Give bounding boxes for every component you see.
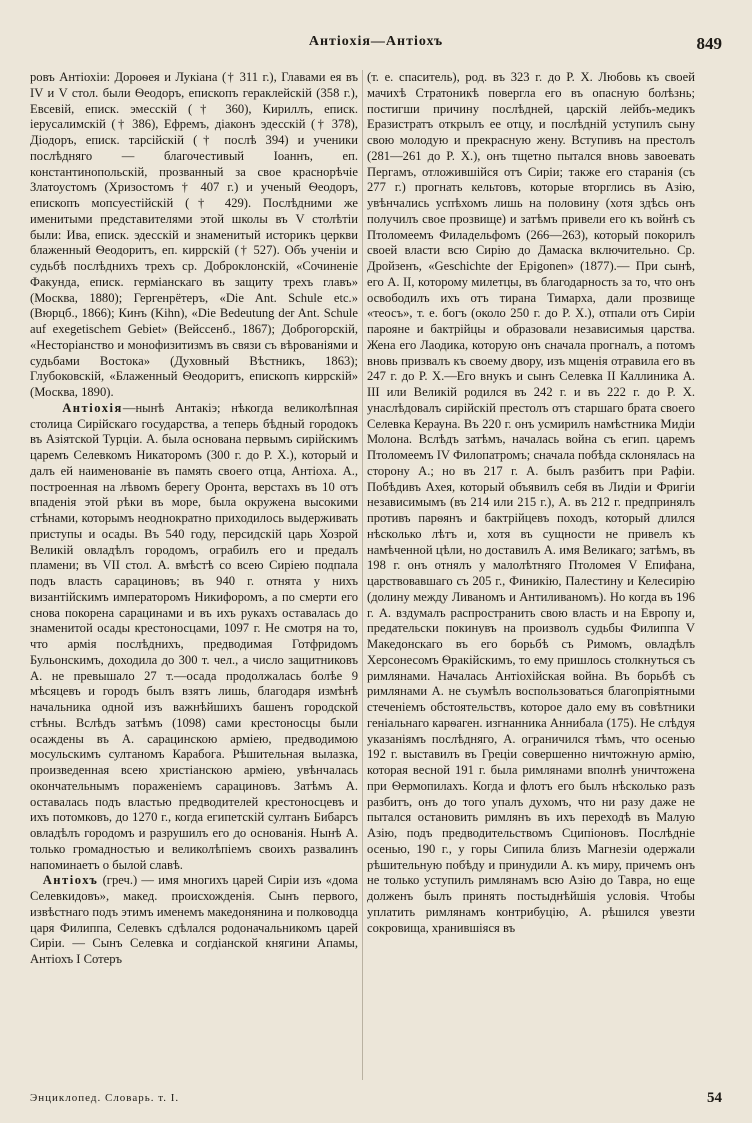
page-number: 849: [696, 34, 722, 53]
left-column: [30, 70, 358, 1075]
page-footer: [30, 1090, 722, 1110]
entry-continuation-text: ровъ Антіохіи: Дороѳея и Лукіана († 311 г.), Главами ея въ IV и V стол. были Ѳеодоръ, епископъ гераклейскій (358 г.), Евсевій, еписк. эмесскій († 360), Кириллъ, еписк. іерусалимскій († 386), Ефремъ, діаконъ эдесскій († 378), Діодоръ, еписк. тарсійскій († послѣ 394) и ученики послѣдняго — благочестивый Іоаннъ, еп. константинопольскій, прозванный за свое краснорѣчіе Златоустомъ (Хризостомъ † 407 г.) и ученый Ѳеодоръ, епископъ мопсуестійскій († 429). Послѣдними же именитыми представителями этой школы въ V столѣтіи были: Ива, еписк. эдесскій и знаменитый историкъ церкви блаженный Ѳеодоритъ, еп. киррскій († 527). Объ ученіи и судьбѣ послѣднихъ трехъ ср. Доброклонскій, «Сочиненіе Факунда, еписк. герміанскаго въ защиту трехъ главъ» (Москва, 1880); Гергенрётеръ, «Die Ant. Schule etc.» (Вюрцб., 1866); Кинъ (Kihn), «Die Bedeutung der Ant. Schule auf exegetischem Gebiet» (Вейссенб., 1867); Доброгорскій, «Несторіанство и монофизитизмъ въ связи съ вѣрованіями и судьбами Востока» (Духовный Вѣстникъ, 1863); Глубоковскій, «Блаженный Ѳеодоритъ, епископъ киррскій» (Москва, 1890).: [30, 70, 358, 399]
entry-antiochia: [30, 401, 358, 874]
entry-headword: Антіохія: [62, 400, 123, 415]
running-head: Антіохія—Антіохъ: [308, 34, 444, 49]
entry-body: (греч.) — имя многихъ царей Сиріи изъ «дома Селевкидовъ», макед. происхожденія. Сынъ первого, извѣстнаго подъ этимъ именемъ македонянина и полководца царя Филиппа, Селевкъ сдѣлался родоначальникомъ царей Сиріи. — Сынъ Селевка и согдіанской княгини Апамы, Антіохъ I Сотеръ: [30, 873, 358, 966]
page-header: [30, 34, 722, 58]
imprint-line: Энциклопед. Словарь. т. I.: [30, 1092, 180, 1104]
right-column: [367, 70, 695, 1075]
column-divider: [362, 70, 363, 1080]
entry-body: —нынѣ Антакіэ; нѣкогда великолѣпная столица Сирійскаго государства, а теперь бѣдный городокъ въ Азіятской Турціи. А. была основана первымъ сирійскимъ царемъ Селевкомъ Никаторомъ (300 г. до Р. Х.), который и далъ ей наименованіе въ память своего отца, Антіоха. А., построенная на лѣвомъ берегу Оронта, верстахъ въ 10 отъ впаденія этой рѣки въ море, была окружена высокими стѣнами, которымъ неоднократно приходилось выдерживать приступы и осады. Въ 540 году, персидскій царь Хозрой Великій овладѣлъ городомъ, ограбилъ его и предалъ пламени; въ VII стол. А. вмѣстѣ со всею Сиріею подпала подъ власть сарациновъ; въ 940 г. отнята у нихъ византійскимъ императоромъ Никифоромъ, а по смерти его снова покорена сарацинами и въ ихъ рукахъ оставалась до знаменитой осады крестоносцами, 1097 г. Не смотря на то, что армія послѣднихъ, предводимая Готфридомъ Бульонскимъ, доходила до 300 т. чел., а число защитниковъ А. не превышало 27 т.—осада продолжалась болѣе 9 мѣсяцевъ и городъ былъ взятъ лишь, благодаря измѣнѣ начальника одной изъ важнѣйшихъ башенъ городской стѣны. Вслѣдъ затѣмъ (1098) сами крестоносцы были осаждены въ А. сарацинскою арміею, предводимою мосульскимъ султаномъ Карабога. Рѣшительная вылазка, произведенная всею христіанскою арміею, увѣнчалась окончательнымъ пораженіемъ сарациновъ. Затѣмъ А. оставалась подъ властью предводителей крестоносцевъ и ихъ потомковъ, до 1270 г., когда египетскій султанъ Бибарсъ овладѣлъ городомъ и разрушилъ его до основанія. Нынѣ А. только громадностью и великолѣпіемъ своихъ развалинъ напоминаетъ о былой славѣ.: [30, 400, 358, 872]
entry-headword: Антіохъ: [42, 873, 99, 888]
entry-antiochos: [30, 873, 358, 968]
signature-mark: 54: [707, 1090, 722, 1106]
entry-antiochos-continued: (т. е. спаситель), род. въ 323 г. до Р. Х. Любовь къ своей мачихѣ Стратоникѣ повергла его въ опасную болѣзнь; постигши причину послѣдней, царскій лейбъ-медикъ Еразистратъ открылъ ее отцу, и послѣдній уступилъ сыну свою молодую и прекрасную жену. Вступивъ на престолъ (281—261 до Р. Х.), онъ тщетно пытался вновь завоевать Пергамъ, отложившійся отъ Сиріи; также его старанія (съ 277 г.) прогнать кельтовъ, которые вторглись въ Азію, увѣнчались успѣхомъ лишь на половину (хотя здѣсь онъ получилъ свое прозвище) и затѣмъ привели его къ войнѣ съ Птоломеемъ Филадельфомъ (266—263), который покорилъ своей власти всю Сирію до Дамаска включительно. Ср. Дройзенъ, «Geschichte der Epigonen» (1877).— При сынѣ, его А. II, которому милетцы, въ благодарность за то, что онъ освободилъ ихъ отъ тирана Тимарха, дали прозвище «теосъ», т. е. богъ (около 250 г. до Р. Х.), отпали отъ Сиріи парояне и бактрійцы и образовали независимыя царства. Жена его Лаодика, которую онъ сначала прогналъ, а потомъ вновь призвалъ къ своему двору, изъ мщенія отравила его въ 247 г. до Р. Х.—Его внукъ и сынъ Селевка II Каллиника А. III или Великій родился въ 242 г. и въ 222 г. до Р. Х. унаслѣдовалъ сирійскій престолъ отъ старшаго брата своего Селевка Керауна. Въ 220 г. онъ усмирилъ намѣстника Мидіи Молона. Вслѣдъ затѣмъ, началась война съ егип. царемъ Птоломеемъ IV Филопатромъ; сначала побѣда склонялась на сторону А.; но въ 217 г. А. былъ разбитъ при Рафіи. Побѣдивъ Ахея, который объявилъ себя въ Лидіи и Фригіи независимымъ (въ 214 или 215 г.), А. въ 212 г. предпринялъ противъ парѳянъ и бактрійцевъ походъ, который длился нѣсколько лѣтъ и, хотя въ сущности не привелъ къ намѣченной цѣли, но доставилъ А. имя Великаго; затѣмъ, въ 198 г. онъ отнялъ у малолѣтняго Птоломея V Епифана, царствовавшаго съ 205 г., Финикію, Палестину и Келесирію (долину между Ливаномъ и Антиливаномъ). Но когда въ 196 г. А. вздумалъ распространить свою власть и на Европу и, предательски покинувъ на произволъ судьбы Филиппа V Македонскаго въ его борьбѣ съ Римомъ, овладѣлъ Херсонесомъ Ѳракійскимъ, то ему пришлось столкнуться съ римлянами. Началась Антіохійская война. Въ борьбѣ съ римлянами А. не съумѣлъ воспользоваться благопріятными стеченіемъ обстоятельствъ, которое дало ему въ совѣтники геніальнаго карѳаген. изгнанника Аннибала (175). Не слѣдуя указаніямъ послѣдняго, А. ограничился тѣмъ, что осенью 192 г. выставилъ въ Греціи совершенно ничтожную армію, которая весной 191 г. была римлянами вполнѣ уничтожена при Ѳермопилахъ. Когда и флотъ его былъ нѣсколько разъ разбитъ, онъ до того упалъ духомъ, что ни разу даже не пытался остановить римлянъ въ ихъ переходѣ въ Малую Азію, подъ предводительствомъ Сципіоновъ. Послѣдніе осенью, 190 г., у горы Сипила близъ Магнезіи одержали рѣшительную побѣду и принудили А. къ миру, причемъ онъ не только уступилъ римлянамъ всю Азію до Тавра, но еще долженъ былъ принять постыднѣйшія условія. Чтобы уплатить римлянамъ контрибуцію, А. рѣшился увезти сокровища, хранившіяся въ: [367, 70, 695, 935]
